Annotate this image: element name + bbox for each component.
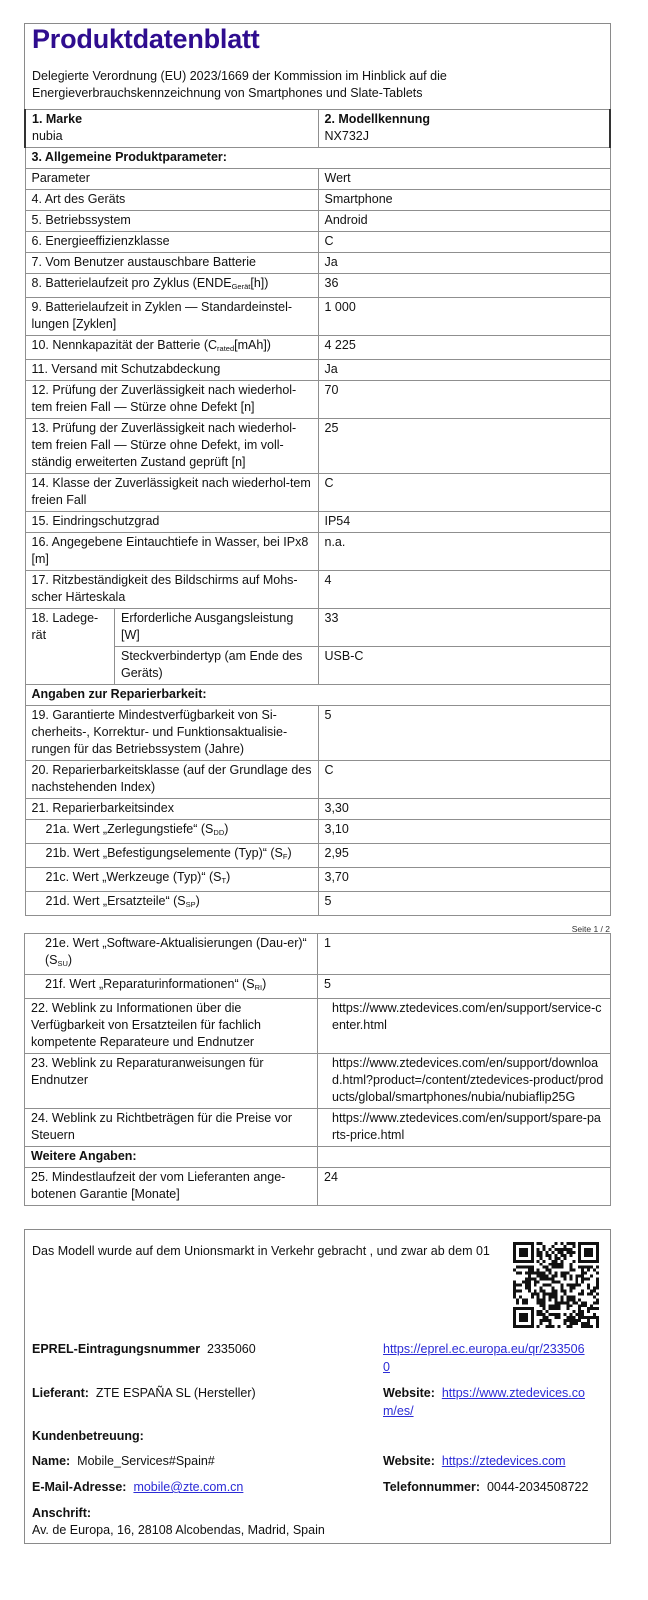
- general-row: [25, 381, 610, 419]
- label-subscript: SU: [57, 959, 68, 968]
- general-row: [25, 298, 610, 336]
- general-row: [25, 512, 610, 533]
- label-text-suffix: ): [262, 977, 267, 991]
- charger-label: [26, 609, 115, 684]
- supplier-label: Lieferant:: [32, 1386, 89, 1400]
- label-subscript: DD: [213, 828, 225, 837]
- qr-code-icon[interactable]: [513, 1242, 599, 1328]
- eprel-link[interactable]: https://eprel.ec.europa.eu/qr/2335060: [383, 1342, 585, 1374]
- cs-website-label: Website:: [383, 1454, 435, 1468]
- label-text: 21a. Wert „Zerlegungstiefe“ (S: [45, 822, 214, 836]
- parameter-value: n.a.: [318, 533, 610, 571]
- brand-value: nubia: [32, 129, 63, 143]
- parameter-value: Android: [318, 211, 610, 232]
- label-text: 10. Nennkapazität der Batterie (C: [31, 338, 218, 352]
- label-text-suffix: ): [67, 953, 73, 967]
- parameter-label: 11. Versand mit Schutzabdeckung: [25, 360, 318, 381]
- label-text-suffix: ): [226, 870, 231, 884]
- parameter-label: 17. Ritzbeständigkeit des Bildschirms auf Mohs-scher Härteskala: [25, 571, 318, 609]
- label-subscript: F: [282, 852, 288, 861]
- label-text: 21c. Wert „Werkzeuge (Typ)“ (S: [45, 870, 222, 884]
- label-text: 21e. Wert „Software-Aktualisierungen (Dau-er)“ (S: [45, 936, 307, 967]
- brand-cell: [25, 110, 318, 148]
- cs-name-label: Name:: [32, 1454, 71, 1468]
- table-header-row: [25, 169, 610, 190]
- parameter-label: [25, 274, 318, 298]
- email-line: [32, 1478, 243, 1496]
- parameter-value: 4: [318, 571, 610, 609]
- eprel-value: 2335060: [207, 1342, 256, 1356]
- parameter-label: 6. Energieeffizienzklasse: [25, 232, 318, 253]
- cs-name-value: Mobile_Services#Spain#: [77, 1454, 215, 1468]
- charger-cell: [25, 609, 318, 685]
- charger-connector-value: USB-C: [318, 647, 610, 685]
- email-label: E-Mail-Adresse:: [32, 1480, 127, 1494]
- parameter-label: 12. Prüfung der Zuverlässigkeit nach wiederhol-tem freien Fall — Stürze ohne Defekt [n]: [25, 381, 318, 419]
- parameter-value: 4 225: [318, 336, 610, 360]
- parameter-value: C: [318, 232, 610, 253]
- parameter-value: 5: [318, 975, 611, 999]
- label-subscript: RI: [254, 983, 263, 992]
- charger-power-label: Erforderliche Ausgangsleistung [W]: [115, 609, 318, 647]
- parameter-value: 3,30: [318, 799, 610, 820]
- parameter-label: 23. Weblink zu Reparaturanweisungen für Endnutzer: [25, 1054, 318, 1109]
- model-label: 2. Modellkennung: [324, 112, 431, 126]
- phone-label: Telefonnummer:: [383, 1480, 480, 1494]
- label-text-suffix: ): [287, 846, 292, 860]
- repair-row: [25, 820, 610, 844]
- cs-website-line: [383, 1452, 566, 1470]
- parameter-label: [25, 892, 318, 916]
- general-row: [25, 232, 610, 253]
- parameter-value: 25: [318, 419, 610, 474]
- parameter-label: 22. Weblink zu Informationen über die Verfügbarkeit von Ersatzteilen für fachlich kompetente Reparateure und Endnutzer: [25, 999, 318, 1054]
- brand-label: 1. Marke: [32, 112, 83, 126]
- supplier-line: [32, 1384, 256, 1402]
- parameter-label: [25, 844, 318, 868]
- label-subscript: Gerät: [231, 282, 251, 291]
- parameter-value: C: [318, 761, 610, 799]
- general-row: [25, 533, 610, 571]
- phone-value: 0044-2034508722: [486, 1480, 589, 1494]
- general-row: [25, 419, 610, 474]
- section-more-row: [25, 1147, 611, 1168]
- parameter-value: 1: [318, 934, 611, 975]
- repair-row: [25, 868, 610, 892]
- parameter-label: 13. Prüfung der Zuverlässigkeit nach wiederhol-tem freien Fall — Stürze ohne Defekt, im voll-ständig erweiterten Zustand geprüft [n]: [25, 419, 318, 474]
- section-general-row: [25, 148, 610, 169]
- parameter-label: 7. Vom Benutzer austauschbare Batterie: [25, 253, 318, 274]
- section-more-empty: [318, 1147, 611, 1168]
- repair-row: [25, 706, 610, 761]
- market-text: Das Modell wurde auf dem Unionsmarkt in Verkehr gebracht , und zwar ab dem 01: [32, 1244, 490, 1258]
- repair-row: [25, 799, 610, 820]
- parameter-label: 16. Angegebene Eintauchtiefe in Wasser, bei IPx8 [m]: [25, 533, 318, 571]
- weblink-value[interactable]: https://www.ztedevices.com/en/support/spare-parts-price.html: [318, 1109, 611, 1147]
- eprel-line: [32, 1340, 256, 1358]
- parameter-value: C: [318, 474, 610, 512]
- parameter-value: 36: [318, 274, 610, 298]
- model-cell: [318, 110, 610, 148]
- page2-row: [25, 1054, 611, 1109]
- subtitle-line-1: Delegierte Verordnung (EU) 2023/1669 der Kommission im Hinblick auf die: [32, 69, 447, 83]
- charger-subtable: [26, 609, 318, 684]
- page-number: Seite 1 / 2: [571, 924, 610, 934]
- parameter-value: Smartphone: [318, 190, 610, 211]
- label-text: 8. Batterielaufzeit pro Zyklus (ENDE: [31, 276, 232, 290]
- label-text-suffix: [mAh]): [234, 338, 271, 352]
- repair-row: [25, 761, 610, 799]
- supplier-website-link[interactable]: https://www.ztedevices.com/es/: [383, 1386, 585, 1418]
- general-row: [25, 336, 610, 360]
- header-section: [24, 23, 611, 110]
- parameter-label: 24. Weblink zu Richtbeträgen für die Preise vor Steuern: [25, 1109, 318, 1147]
- general-row: [25, 211, 610, 232]
- page2-row: [25, 999, 611, 1054]
- page2-row: [25, 975, 611, 999]
- weblink-value[interactable]: https://www.ztedevices.com/en/support/service-center.html: [318, 999, 611, 1054]
- parameter-label: [25, 975, 318, 999]
- product-table-page-2: [24, 933, 611, 1206]
- section-repair-heading: Angaben zur Reparierbarkeit:: [25, 685, 610, 706]
- parameter-label: [25, 934, 318, 975]
- general-row: [25, 253, 610, 274]
- page-2-rows: [25, 934, 611, 1147]
- parameter-value: 1 000: [318, 298, 610, 336]
- general-row: [25, 571, 610, 609]
- parameter-label: 5. Betriebssystem: [25, 211, 318, 232]
- supplier-value: ZTE ESPAÑA SL (Hersteller): [95, 1386, 256, 1400]
- column-header-value: Wert: [318, 169, 610, 190]
- model-value: NX732J: [324, 129, 369, 143]
- parameter-value: 3,10: [318, 820, 610, 844]
- subtitle-line-2: Energieverbrauchskennzeichnung von Smartphones und Slate-Tablets: [32, 86, 423, 100]
- general-rows: [25, 190, 610, 609]
- charger-power-value: 33: [318, 609, 610, 647]
- general-row: [25, 360, 610, 381]
- warranty-row: [25, 1168, 611, 1206]
- supplier-website-label: Website:: [383, 1386, 435, 1400]
- section-repair-row: [25, 685, 610, 706]
- parameter-value: 5: [318, 892, 610, 916]
- parameter-value: IP54: [318, 512, 610, 533]
- parameter-label: [25, 820, 318, 844]
- phone-line: [383, 1478, 588, 1496]
- page-title: Produktdatenblatt: [32, 24, 260, 54]
- label-subscript: T: [221, 876, 227, 885]
- parameter-value: Ja: [318, 360, 610, 381]
- brand-row: [25, 110, 610, 148]
- label-text-suffix: ): [195, 894, 200, 908]
- repair-row: [25, 892, 610, 916]
- general-row: [25, 474, 610, 512]
- parameter-label: 9. Batterielaufzeit in Zyklen — Standardeinstel-lungen [Zyklen]: [25, 298, 318, 336]
- parameter-label: 15. Eindringschutzgrad: [25, 512, 318, 533]
- page2-row: [25, 934, 611, 975]
- charger-label-text: 18. Ladege-rät: [31, 611, 99, 642]
- label-text: 21d. Wert „Ersatzteile“ (S: [45, 894, 186, 908]
- general-row: [25, 190, 610, 211]
- label-text-suffix: ): [224, 822, 229, 836]
- address-label: Anschrift:: [32, 1506, 92, 1520]
- cs-name-line: [32, 1452, 215, 1470]
- parameter-value: 2,95: [318, 844, 610, 868]
- regulation-subtitle: [32, 68, 447, 102]
- weblink-value[interactable]: https://www.ztedevices.com/en/support/download.html?product=/content/ztedevices-product/products/global/smartphones/nubia/nubiaflip25G: [318, 1054, 611, 1109]
- column-header-parameter: Parameter: [25, 169, 318, 190]
- product-table-page-1: [24, 109, 611, 916]
- label-subscript: rated: [217, 344, 235, 353]
- parameter-label: 21. Reparierbarkeitsindex: [25, 799, 318, 820]
- supplier-website-line: [383, 1384, 598, 1420]
- parameter-value: 70: [318, 381, 610, 419]
- section-general-heading: 3. Allgemeine Produktparameter:: [25, 148, 610, 169]
- parameter-label: 14. Klasse der Zuverlässigkeit nach wiederhol-tem freien Fall: [25, 474, 318, 512]
- parameter-label: 20. Reparierbarkeitsklasse (auf der Grundlage des nachstehenden Index): [25, 761, 318, 799]
- eprel-label: EPREL-Eintragungsnummer: [32, 1342, 201, 1356]
- charger-row-power: [25, 609, 610, 647]
- parameter-value: 5: [318, 706, 610, 761]
- label-text-suffix: [h]): [250, 276, 269, 290]
- label-text: 21b. Wert „Befestigungselemente (Typ)“ (S: [45, 846, 283, 860]
- parameter-label: [25, 868, 318, 892]
- general-row: [25, 274, 610, 298]
- page2-row: [25, 1109, 611, 1147]
- cs-website-link[interactable]: https://ztedevices.com: [441, 1454, 566, 1468]
- address-value: Av. de Europa, 16, 28108 Alcobendas, Madrid, Spain: [32, 1523, 325, 1537]
- email-link[interactable]: mobile@zte.com.cn: [133, 1480, 244, 1494]
- supplier-info-section: [24, 1229, 611, 1544]
- charger-connector-label: Steckverbindertyp (am Ende des Geräts): [121, 649, 303, 680]
- parameter-label: 4. Art des Geräts: [25, 190, 318, 211]
- repair-row: [25, 844, 610, 868]
- section-more-heading: Weitere Angaben:: [25, 1147, 318, 1168]
- label-text: 21f. Wert „Reparaturinformationen“ (S: [45, 977, 255, 991]
- parameter-value: Ja: [318, 253, 610, 274]
- customer-service-heading: Kundenbetreuung:: [32, 1429, 144, 1443]
- parameter-label: [25, 336, 318, 360]
- label-subscript: SP: [185, 900, 196, 909]
- warranty-value: 24: [318, 1168, 611, 1206]
- warranty-label: 25. Mindestlaufzeit der vom Lieferanten ange-botenen Garantie [Monate]: [25, 1168, 318, 1206]
- parameter-value: 3,70: [318, 868, 610, 892]
- repair-rows: [25, 706, 610, 916]
- eprel-link-wrap: [383, 1340, 588, 1376]
- parameter-label: 19. Garantierte Mindestverfügbarkeit von Si-cherheits-, Korrektur- und Funktionsaktualisie-rungen für das Betriebssystem (Jahre): [25, 706, 318, 761]
